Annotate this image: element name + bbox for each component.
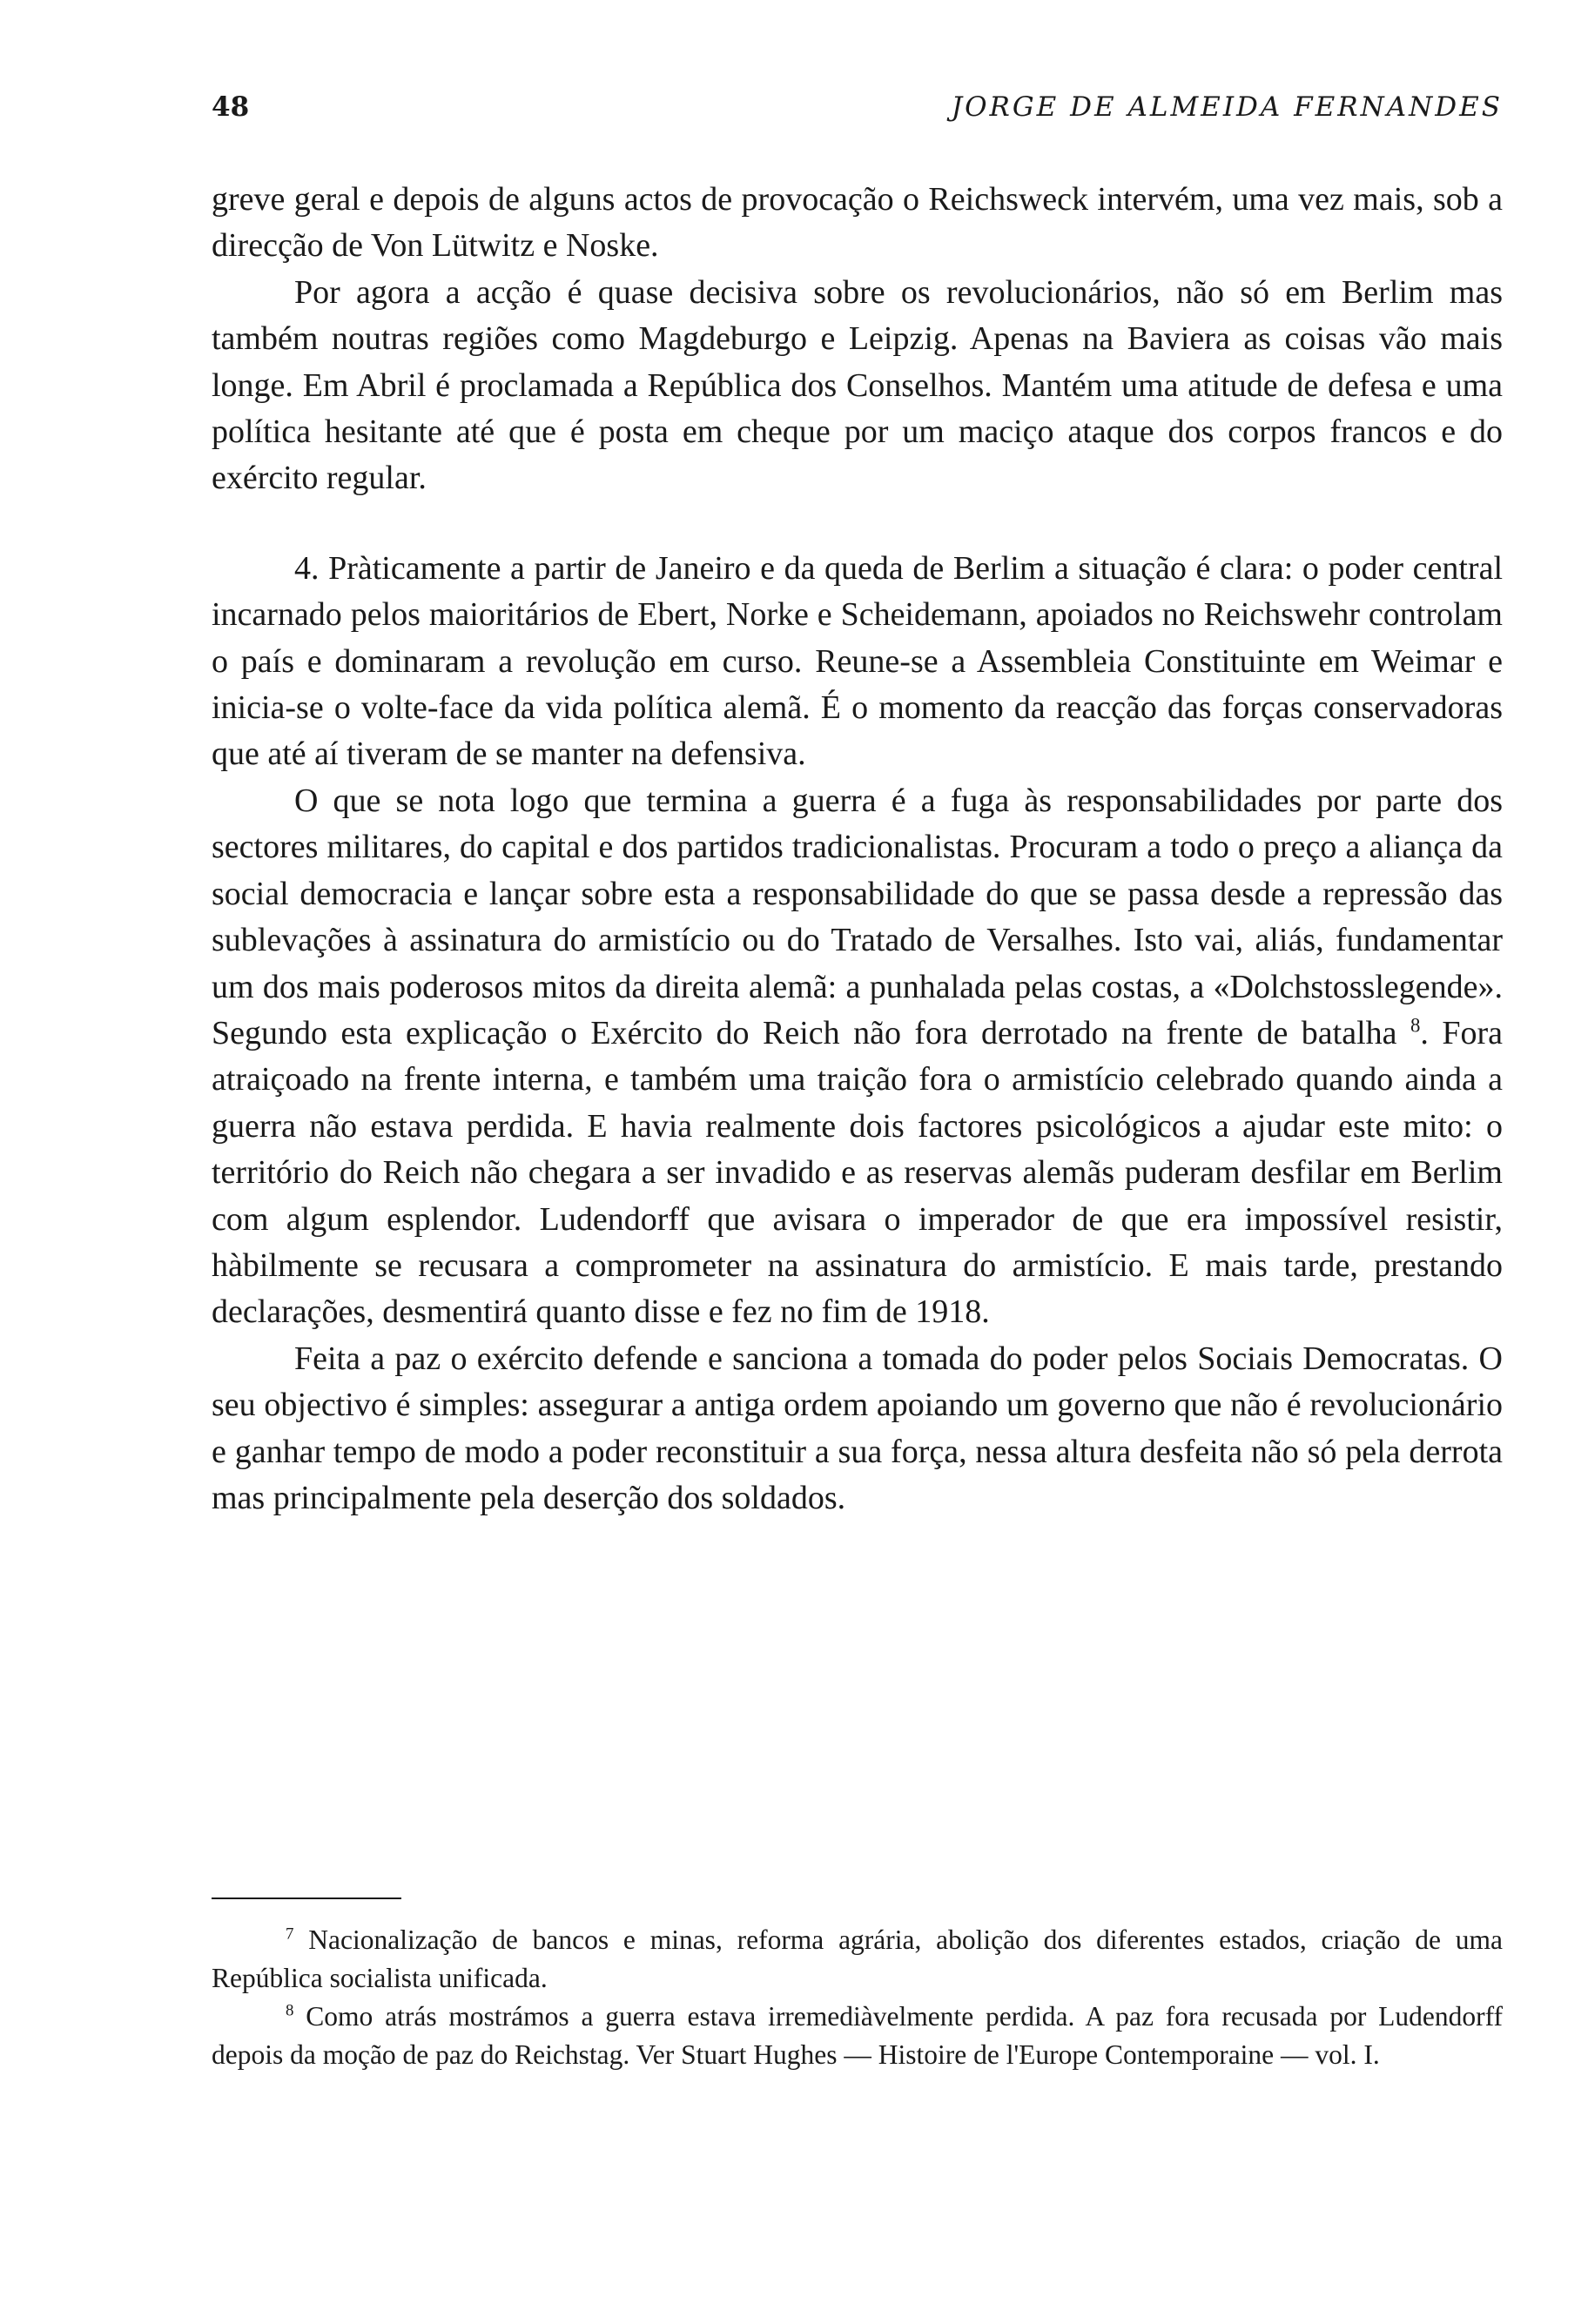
page-header (212, 91, 1503, 135)
footnote-text: Como atrás mostrámos a guerra estava irremediàvelmente perdida. A paz fora recusada por Ludendorff depois da moção de paz do Reichstag. Ver Stuart Hughes — Histoire de l'Europe Contemporaine — vol. I. (212, 2001, 1504, 2070)
paragraph: Por agora a acção é quase decisiva sobre os revolucionários, não só em Berlim mas também noutras regiões como Magdeburgo e Leipzig. Apenas na Baviera as coisas vão mais longe. Em Abril é proclamada a República dos Conselhos. Mantém uma atitude de defesa e uma política hesitante até que é posta em cheque por um maciço ataque dos corpos francos e do exército regular. (212, 273, 1503, 497)
footnotes (212, 1921, 1503, 2074)
page-number: 48 (212, 91, 250, 123)
paragraph: greve geral e depois de alguns actos de provocação o Reichsweck intervém, uma vez mais, sob a direcção de Von Lütwitz e Noske. (212, 181, 1503, 265)
footnote-text: Nacionalização de bancos e minas, reforma agrária, abolição dos diferentes estados, criação de uma República socialista unificada. (212, 1924, 1503, 1993)
footnote-marker: 7 (286, 1924, 294, 1944)
section-paragraph: 4. Pràticamente a partir de Janeiro e da queda de Berlim a situação é clara: o poder central incarnado pelos maioritários de Ebert, Norke e Scheidemann, apoiados no Reichswehr controlam o país e dominaram a revolução em curso. Reune-se a Assembleia Constituinte em Weimar e inicia-se o volte-face da vida política alemã. É o momento da reacção das forças conservadoras que até aí tiveram de se manter na defensiva. (212, 549, 1503, 773)
paragraph-text: . Fora atraiçoado na frente interna, e também uma traição fora o armistício celebrado quando ainda a guerra não estava perdida. E havia realmente dois factores psicológicos a ajudar este mito: o território do Reich não chegara a ser invadido e as reservas alemãs puderam desfilar em Berlim com algum esplendor. Ludendorff que avisara o imperador de que era impossível resistir, hàbilmente se recusara a comprometer na assinatura do armistício. E mais tarde, prestando declarações, desmentirá quanto disse e fez no fim de 1918. (212, 1014, 1504, 1331)
footnote-reference: 8 (1410, 1014, 1421, 1037)
footnote (212, 1921, 1503, 1998)
paragraph (212, 778, 1503, 1336)
footnote-divider (212, 1897, 401, 1899)
body-text (212, 177, 1503, 1521)
paragraph-text: O que se nota logo que termina a guerra é a fuga às responsabilidades por parte dos sectores militares, do capital e dos partidos tradicionalistas. Procuram a todo o preço a aliança da social democracia e lançar sobre esta a responsabilidade do que se passa desde a repressão das sublevações à assinatura do armistício ou do Tratado de Versalhes. Isto vai, aliás, fundamentar um dos mais poderosos mitos da direita alemã: a punhalada pelas costas, a «Dolchstosslegende». Segundo esta explicação o Exército do Reich não fora derrotado na frente de batalha (212, 782, 1503, 1051)
running-head: JORGE DE ALMEIDA FERNANDES (951, 91, 1503, 123)
paragraph: Feita a paz o exército defende e sanciona a tomada do poder pelos Sociais Democratas. O seu objectivo é simples: assegurar a antiga ordem apoiando um governo que não é revolucionário e ganhar tempo de modo a poder reconstituir a sua força, nessa altura desfeita não só pela derrota mas principalmente pela deserção dos soldados. (212, 1340, 1503, 1516)
footnote (212, 1998, 1503, 2074)
footnote-marker: 8 (286, 2001, 294, 2020)
